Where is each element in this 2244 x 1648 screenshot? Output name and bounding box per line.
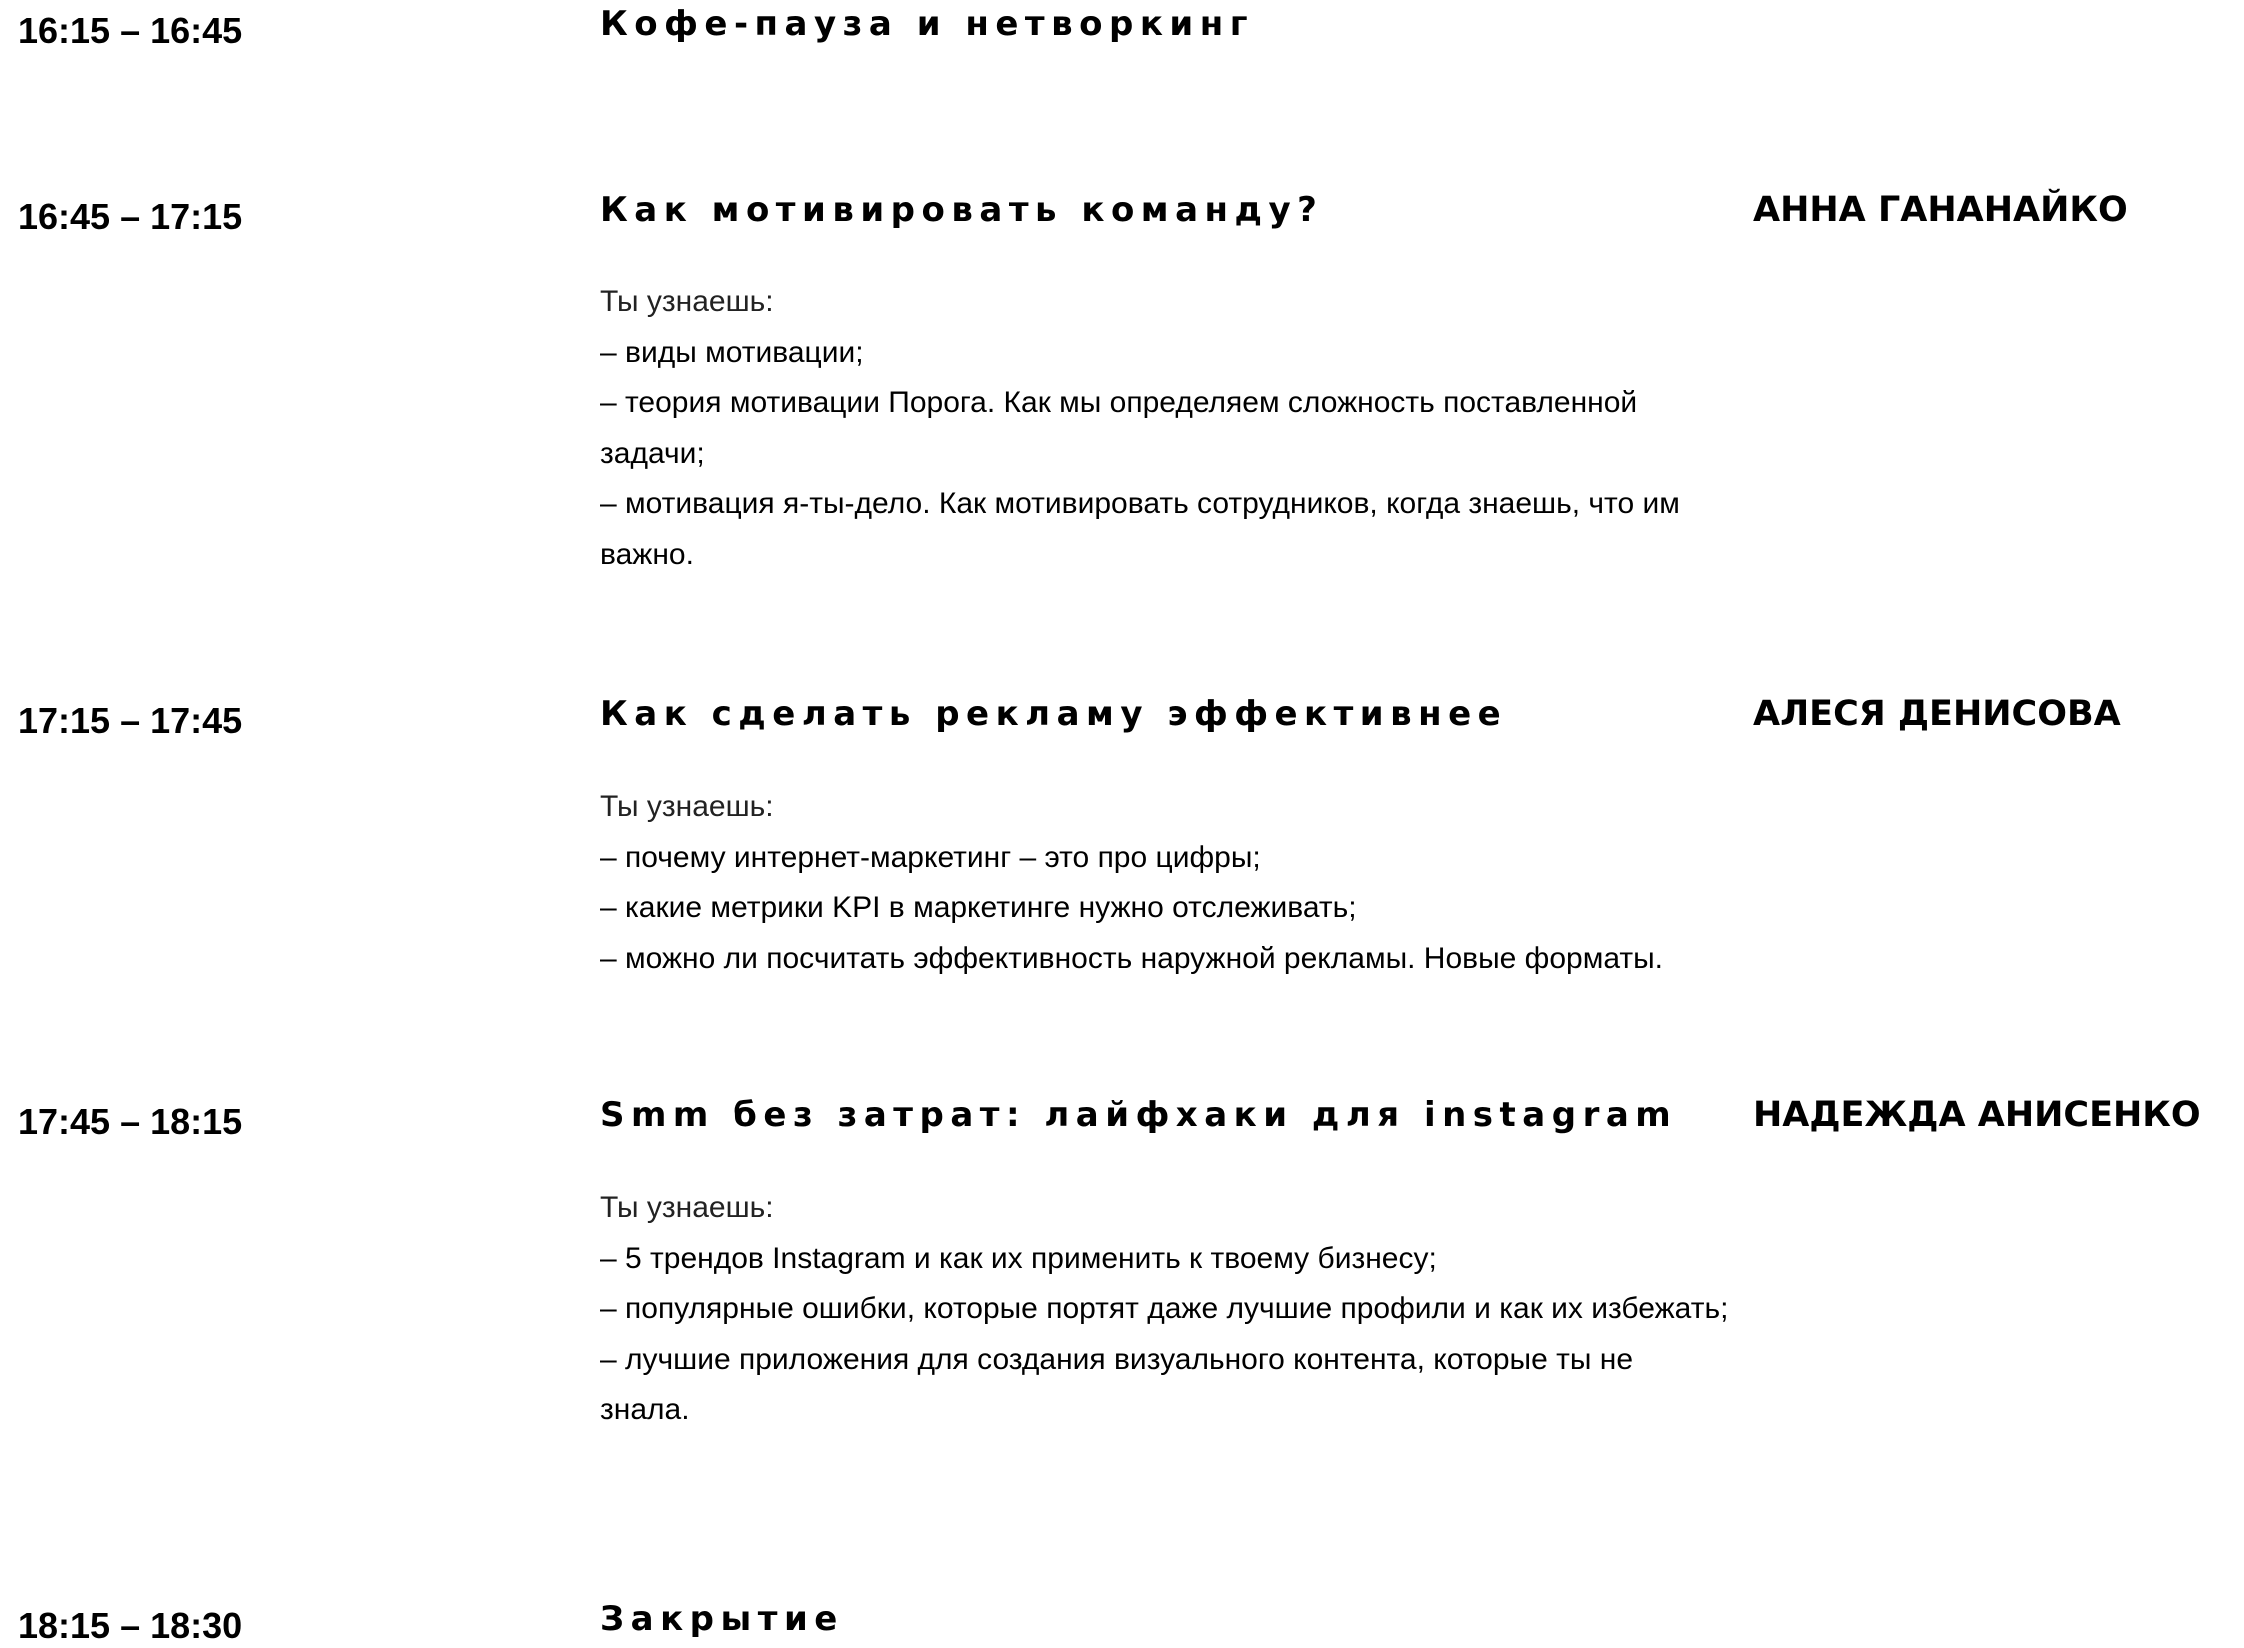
description-item: – теория мотивации Порога. Как мы определяем сложность поставленной задачи; bbox=[600, 386, 1638, 470]
session-time: 17:15 – 17:45 bbox=[18, 700, 243, 741]
session-title: Как сделать рекламу эффективнее bbox=[600, 694, 1508, 734]
session-time: 18:15 – 18:30 bbox=[18, 1605, 243, 1646]
session-time: 16:45 – 17:15 bbox=[18, 196, 243, 237]
description-intro: Ты узнаешь: bbox=[600, 790, 774, 823]
description-item: – можно ли посчитать эффективность наружной рекламы. Новые форматы. bbox=[600, 941, 1664, 975]
description-item: – какие метрики KPI в маркетинге нужно отслеживать; bbox=[600, 891, 1357, 924]
description-item: – лучшие приложения для создания визуального контента, которые ты не знала. bbox=[600, 1342, 1634, 1426]
description-item: – популярные ошибки, которые портят даже лучшие профили и как их избежать; bbox=[600, 1292, 1729, 1325]
speaker-name: АЛЕСЯ ДЕНИСОВА bbox=[1753, 694, 2121, 734]
session-description bbox=[600, 782, 1730, 984]
session-title: Кофе-пауза и нетворкинг bbox=[600, 4, 1254, 44]
session-description bbox=[600, 277, 1730, 580]
session-title: Закрытие bbox=[600, 1599, 844, 1639]
session-title: Smm без затрат: лайфхаки для instagram bbox=[600, 1095, 1678, 1135]
description-intro: Ты узнаешь: bbox=[600, 1191, 774, 1224]
session-description bbox=[600, 1183, 1730, 1436]
session-time: 16:15 – 16:45 bbox=[18, 10, 243, 51]
description-item: – 5 трендов Instagram и как их применить к твоему бизнесу; bbox=[600, 1241, 1437, 1275]
session-title: Как мотивировать команду? bbox=[600, 190, 1324, 230]
speaker-name: АННА ГАНАНАЙКО bbox=[1753, 190, 2128, 230]
description-intro: Ты узнаешь: bbox=[600, 285, 774, 318]
description-item: – виды мотивации; bbox=[600, 335, 864, 369]
description-item: – мотивация я-ты-дело. Как мотивировать сотрудников, когда знаешь, что им важно. bbox=[600, 487, 1680, 571]
description-item: – почему интернет-маркетинг – это про цифры; bbox=[600, 840, 1261, 874]
speaker-name: НАДЕЖДА АНИСЕНКО bbox=[1753, 1095, 2201, 1135]
session-time: 17:45 – 18:15 bbox=[18, 1101, 243, 1142]
